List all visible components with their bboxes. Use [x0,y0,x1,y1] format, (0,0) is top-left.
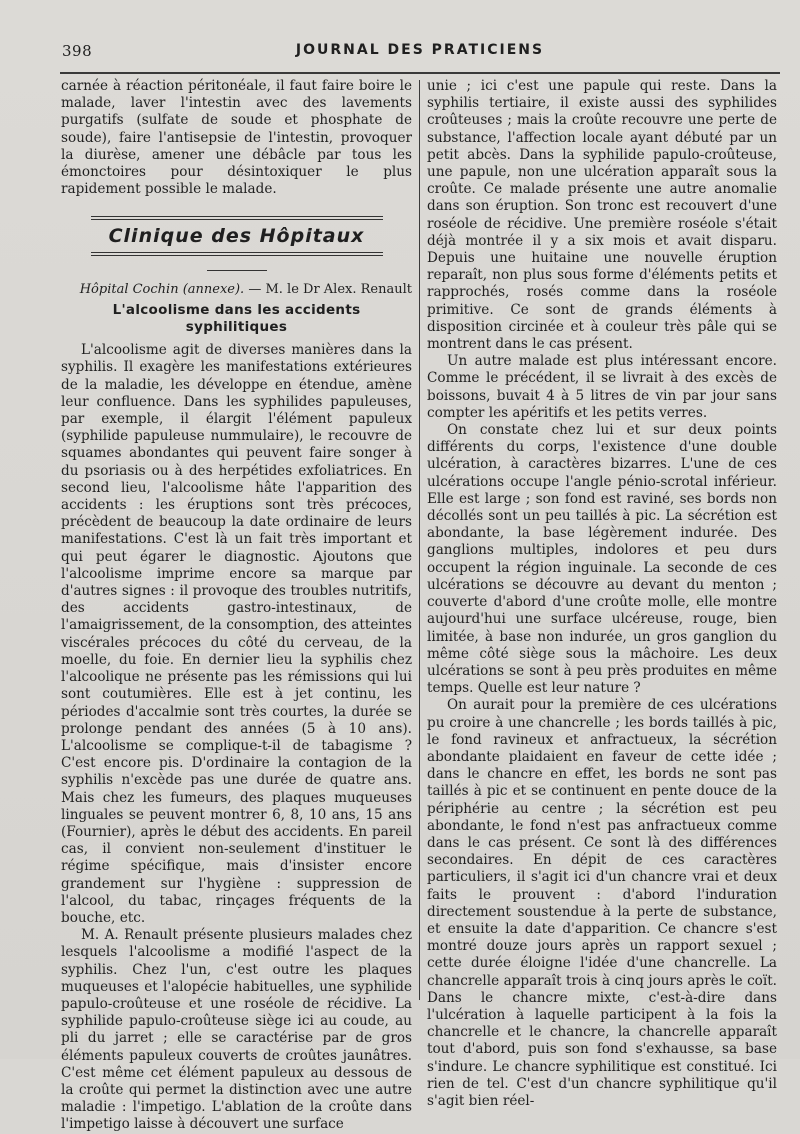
page-header [0,42,800,68]
body-paragraph: On constate chez lui et sur deux points différents du corps, l'existence d'une double ulcération, à caractères bizarres. L'une de ces ulcérations occupe l'angle pénio-scrotal inférieur. Elle est large ; son fond est raviné, ses bords non décollés sont un peu taillés à pic. La sécrétion est abondante, la base légèrement indurée. Des ganglions multiples, indolores et peu durs occupent la région inguinale. La seconde de ces ulcérations se découvre au devant du menton ; couverte d'abord d'une croûte molle, elle montre aujourd'hui une surface ulcéreuse, rouge, bien limitée, à base non indurée, un gros ganglion du même côté siège sous la mâchoire. Les deux ulcérations se sont à peu près produites en même temps. Quelle est leur nature ? [427,422,777,697]
article-byline [61,281,412,298]
body-paragraph: L'alcoolisme agit de diverses manières dans la syphilis. Il exagère les manifestations extérieures de la maladie, les développe en étendue, amène leur confluence. Dans les syphilides papuleuses, par exemple, il élargit l'élément papuleux (syphilide papuleuse nummulaire), le recouvre de squames abondantes qui peuvent faire songer à du psoriasis ou à des herpétides exfoliatrices. En second lieu, l'alcoolisme hâte l'apparition des accidents : les éruptions sont très précoces, précèdent de beaucoup la date ordinaire de leurs manifestations. C'est là un fait très important et qui peut égarer le diagnostic. Ajoutons que l'alcoolisme imprime encore sa marque par d'autres signes : il provoque des troubles nutritifs, des accidents gastro-intestinaux, de l'amaigrissement, de la consomption, des atteintes viscérales précoces du côté du cerveau, de la moelle, du foie. En dernier lieu la syphilis chez l'alcoolique ne présente pas les rémissions qui lui sont coutumières. Elle est à jet continu, les périodes d'accalmie sont très courtes, la durée se prolonge pendant des années (5 à 10 ans). L'alcoolisme se complique-t-il de tabagisme ? C'est encore pis. D'ordinaire la contagion de la syphilis n'excède pas une durée de quatre ans. Mais chez les fumeurs, des plaques muqueuses linguales se peuvent montrer 6, 8, 10 ans, 15 ans (Fournier), après le début des accidents. En pareil cas, il convient non-seulement d'instituer le régime spécifique, mais d'insister encore grandement sur l'hygiène : suppression de l'alcool, du tabac, rinçages fréquents de la bouche, etc. [61,342,412,926]
right-column [427,78,777,1110]
header-rule [60,72,780,74]
byline-author: — M. le Dr Alex. Renault [244,281,412,297]
journal-title: JOURNAL DES PRATICIENS [295,42,545,58]
carryover-paragraph: carnée à réaction péritonéale, il faut faire boire le malade, laver l'intestin avec des lavements purgatifs (sulfate de soude et phosphate de soude), faire l'antisepsie de l'intestin, provoquer la diurèse, amener une débâcle par tous les émonctoires pour désintoxiquer le plus rapidement possible le malade. [61,78,412,198]
body-paragraph: Un autre malade est plus intéressant encore. Comme le précédent, il se livrait à des excès de boissons, buvait 4 à 5 litres de vin par jour sans compter les apéritifs et les petits verres. [427,353,777,421]
left-column [61,78,412,1134]
page-number: 398 [62,42,93,60]
section-title: Clinique des Hôpitaux [108,225,365,248]
short-rule [207,270,267,271]
body-paragraph: M. A. Renault présente plusieurs malades chez lesquels l'alcoolisme a modifié l'aspect de la syphilis. Chez l'un, c'est outre les plaques muqueuses et l'alopécie habituelles, une syphilide papulo-croûteuse et une roséole de récidive. La syphilide papulo-croûteuse siège ici au coude, au pli du jarret ; elle se caractérise par de gros éléments papuleux couverts de croûtes jaunâtres. C'est même cet élément papuleux au dessous de la croûte qui permet la distinction avec une autre maladie : l'impetigo. L'ablation de la croûte dans l'impetigo laisse à découvert une surface [61,927,412,1133]
section-rule-top [91,216,383,220]
section-rule-bottom [91,252,383,256]
column-divider [419,80,420,1000]
body-paragraph: On aurait pour la première de ces ulcérations pu croire à une chancrelle ; les bords taillés à pic, le fond ravineux et anfractueux, la sécrétion abondante plaidaient en faveur de cette idée ; dans le chancre en effet, les bords ne sont pas taillés à pic et se continuent en pente douce de la périphérie au centre ; la sécrétion est peu abondante, le fond n'est pas anfractueux comme dans le cas présent. Ce sont là des différences secondaires. En dépit de ces caractères particuliers, il s'agit ici d'un chancre vrai et deux faits le prouvent : d'abord l'induration directement soustendue à la perte de substance, et ensuite la date d'apparition. Ce chancre s'est montré douze jours après un rapport sexuel ; cette durée éloigne l'idée d'une chancrelle. La chancrelle apparaît trois à cinq jours après le coït. Dans le chancre mixte, c'est-à-dire dans l'ulcération à laquelle participent à la fois la chancrelle et le chancre, la chancrelle apparaît tout d'abord, puis son fond s'exhausse, sa base s'indure. Le chancre syphilitique est constitué. Ici rien de tel. C'est d'un chancre syphilitique qu'il s'agit bien réel- [427,697,777,1109]
article-subtitle: L'alcoolisme dans les accidents syphilitiques [112,301,361,336]
body-paragraph: unie ; ici c'est une papule qui reste. Dans la syphilis tertiaire, il existe aussi des syphilides croûteuses ; mais la croûte recouvre une perte de substance, l'affection locale ayant débuté par un petit abcès. Dans la syphilide papulo-croûteuse, une papule, non une ulcération apparaît sous la croûte. Ce malade présente une autre anomalie dans son éruption. Son tronc est recouvert d'une roséole de récidive. Une première roséole s'était déjà montrée il y a six mois et avait disparu. Depuis une huitaine une nouvelle éruption reparaît, non plus sous forme d'éléments petits et rapprochés, rosés comme dans la roséole primitive. Ce sont de grands éléments à disposition circinée et à couleur très pâle qui se montrent dans le cas présent. [427,78,777,353]
byline-hospital: Hôpital Cochin (annexe). [79,281,245,297]
